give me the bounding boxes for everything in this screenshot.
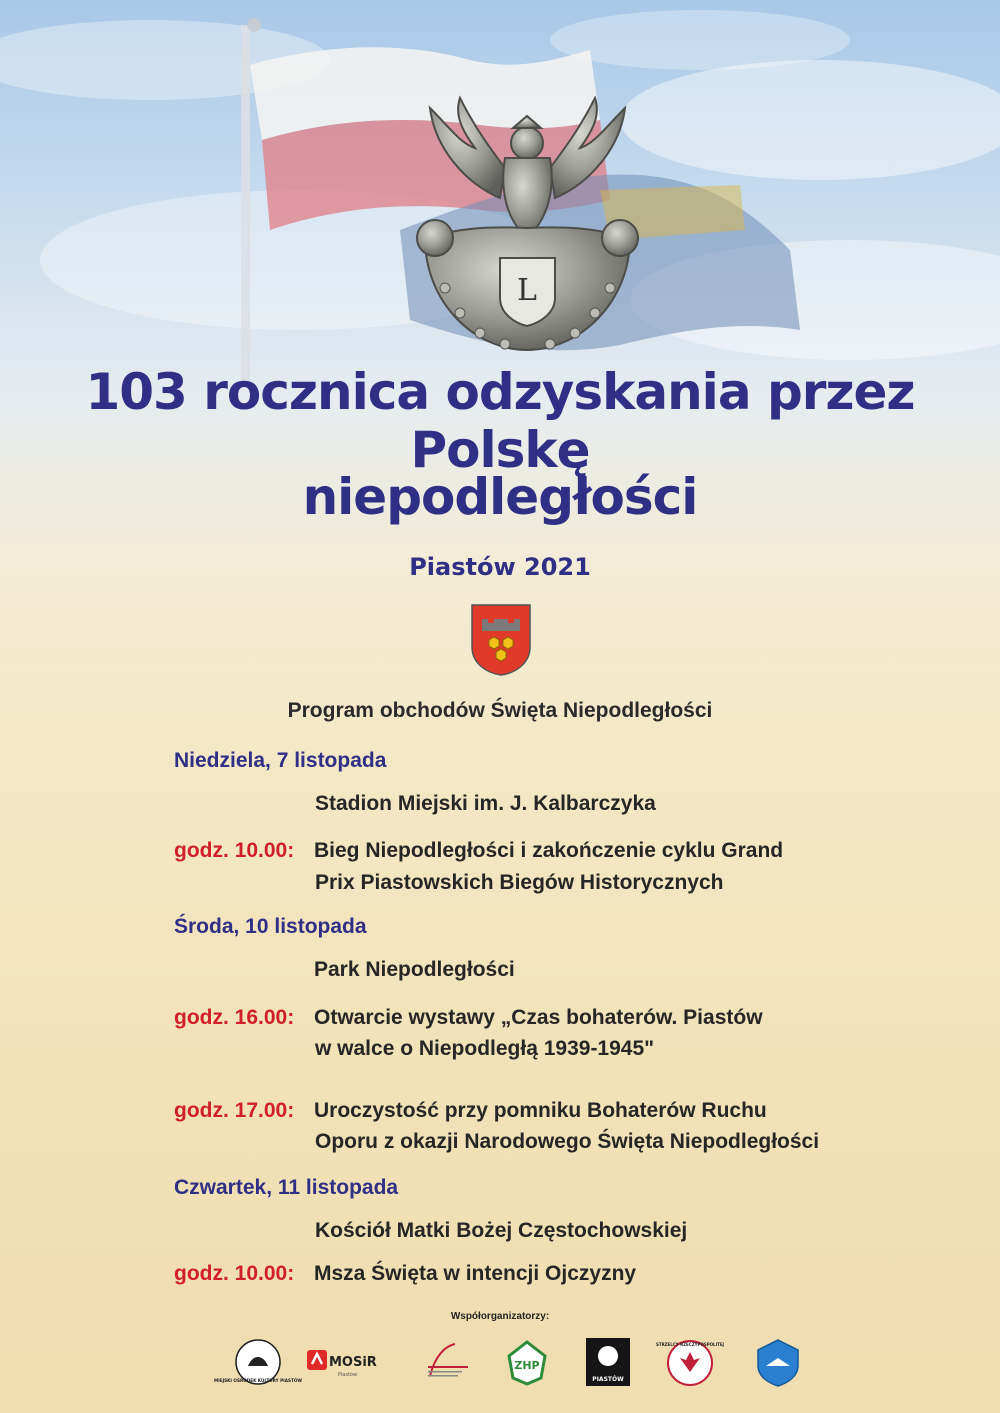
svg-text:L: L <box>517 273 537 308</box>
day-3-event-1-line-1: Msza Święta w intencji Ojczyzny <box>314 1262 637 1285</box>
day-1-date: Niedziela, 7 listopada <box>174 749 387 772</box>
mosir-name: MOSiR <box>329 1355 377 1370</box>
coat-of-arms-icon <box>470 603 532 677</box>
mosir-logo-icon <box>305 1336 377 1388</box>
day-2-date: Środa, 10 listopada <box>174 915 367 938</box>
strzelcy-text: STRZELCY RZECZYPOSPOLITEJ <box>655 1342 725 1347</box>
title-line-2: niepodległości <box>302 468 698 526</box>
mosir-sub: Piastów <box>338 1372 358 1378</box>
day-1-event-1-time: godz. 10.00: <box>174 839 295 862</box>
title-line-1: 103 rocznica odzyskania przez Polskę <box>85 363 915 479</box>
institution-logo-icon <box>410 1336 480 1388</box>
mok-logo-icon <box>213 1336 303 1388</box>
program-heading: Program obchodów Święta Niepodległości <box>287 699 713 722</box>
eagle-emblem-icon <box>405 88 650 358</box>
coorganizers-label: Współorganizatorzy: <box>450 1311 550 1322</box>
day-3-event-1-time: godz. 10.00: <box>174 1262 295 1285</box>
mok-text: MIEJSKI OŚRODEK KULTURY PIASTÓW <box>213 1378 303 1383</box>
zhp-text: ZHP <box>514 1359 540 1372</box>
day-2-event-1-line-1: Otwarcie wystawy „Czas bohaterów. Piastów <box>314 1006 763 1029</box>
day-2-event-2-line-1: Uroczystość przy pomniku Bohaterów Ruchu <box>314 1099 767 1122</box>
day-1-event-1-line-2: Prix Piastowskich Biegów Historycznych <box>315 871 724 894</box>
day-3-date: Czwartek, 11 listopada <box>174 1176 399 1199</box>
day-3-place: Kościół Matki Bożej Częstochowskiej <box>315 1219 688 1242</box>
strzelcy-logo-icon <box>655 1336 725 1388</box>
subtitle: Piastów 2021 <box>409 553 591 581</box>
day-1-event-1-line-1: Bieg Niepodległości i zakończenie cyklu Grand <box>314 839 784 862</box>
day-1-place: Stadion Miejski im. J. Kalbarczyka <box>315 792 656 815</box>
zhp-logo-icon <box>497 1336 557 1388</box>
day-2-event-2-line-2: Oporu z okazji Narodowego Święta Niepodległości <box>315 1130 820 1153</box>
day-2-event-1-line-2: w walce o Niepodległą 1939-1945" <box>315 1037 655 1060</box>
day-2-event-2-time: godz. 17.00: <box>174 1099 295 1122</box>
day-2-event-1-time: godz. 16.00: <box>174 1006 295 1029</box>
piastow-logo-icon <box>578 1336 638 1388</box>
piastow-text: PIASTÓW <box>592 1376 624 1383</box>
day-2-place: Park Niepodległości <box>314 958 515 981</box>
blue-shield-logo-icon <box>748 1336 808 1388</box>
